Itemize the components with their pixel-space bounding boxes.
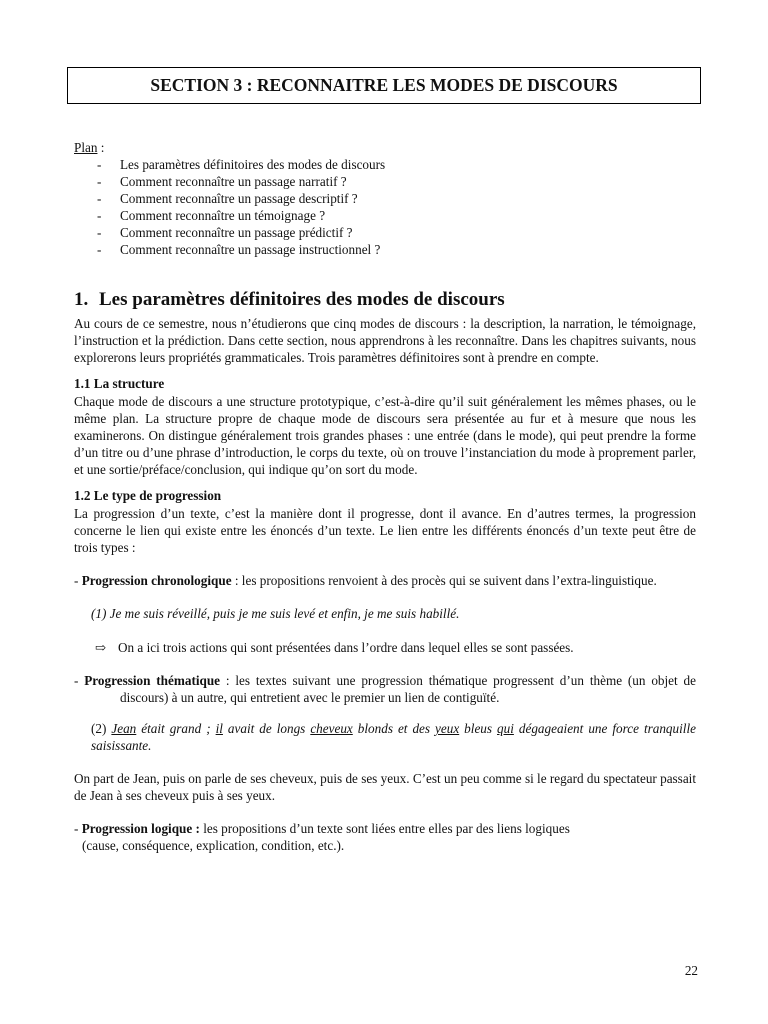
thematic-text: : les textes suivant une progression thématique progressent d’un thème (un objet de discours) à un autre, qui entretient avec le premier un lien de contiguïté. (120, 673, 696, 705)
arrow-remark (74, 639, 696, 656)
list-dash: - (97, 157, 102, 172)
example-2-word: cheveux (310, 721, 353, 736)
plan-label-suffix: : (97, 140, 105, 155)
plan-item-text: Comment reconnaître un passage prédictif ? (120, 225, 353, 240)
plan-item-text: Comment reconnaître un passage narratif ? (120, 174, 347, 189)
spacer (74, 754, 696, 770)
example-1: (1) Je me suis réveillé, puis je me suis levé et enfin, je me suis habillé. (91, 606, 460, 621)
plan-item-text: Comment reconnaître un passage descriptif ? (120, 191, 358, 206)
subsection-heading-structure: 1.1 La structure (74, 376, 165, 391)
plan-heading (74, 139, 704, 156)
spacer (74, 804, 696, 820)
spacer (74, 556, 696, 572)
plan-item-text: Les paramètres définitoires des modes de discours (120, 157, 386, 172)
intro-paragraph: Au cours de ce semestre, nous n’étudierons que cinq modes de discours : la description, la narration, le témoignage, l’instruction et la prédiction. Dans cette section, nous apprendrons à les reconnaître. Dans les chapitres suivants, nous explorerons leurs propriétés grammaticales. Trois paramètres définitoires sont à prendre en compte. (74, 316, 696, 365)
item-dash: - (74, 673, 85, 688)
logical-item-continuation: (cause, conséquence, explication, condition, etc.). (82, 838, 345, 853)
thematic-label: Progression thématique (84, 673, 221, 688)
example-2 (74, 720, 696, 754)
item-dash: - (74, 821, 82, 836)
list-dash: - (97, 208, 102, 223)
example-2-word: il (215, 721, 223, 736)
list-dash: - (97, 191, 102, 206)
plan-item (74, 190, 704, 207)
plan-item-text: Comment reconnaître un témoignage ? (120, 208, 326, 223)
chronological-label: Progression chronologique (81, 573, 232, 588)
example-2-word: yeux (435, 721, 460, 736)
section-heading (74, 288, 696, 312)
example-2-text: était grand ; (136, 721, 216, 736)
example-2-text: dégageaient une force tranquille saisissante. (91, 721, 696, 753)
list-dash: - (97, 225, 102, 240)
page-number: 22 (684, 963, 698, 978)
thematic-comment: On part de Jean, puis on parle de ses cheveux, puis de ses yeux. C’est un peu comme si le regard du spectateur passait de Jean à ses cheveux puis à ses yeux. (74, 771, 696, 803)
thematic-item (74, 672, 696, 706)
example-2-text: avait de longs (222, 721, 311, 736)
item-dash: - (74, 573, 82, 588)
list-dash: - (97, 174, 102, 189)
main-content (74, 288, 696, 854)
plan-item (74, 224, 704, 241)
logical-text: les propositions d’un texte sont liées entre elles par des liens logiques (199, 821, 570, 836)
plan-item (74, 156, 704, 173)
chronological-text: : les propositions renvoient à des procès qui se suivent dans l’extra-linguistique. (231, 573, 657, 588)
section-title-box (67, 67, 701, 104)
plan-list (74, 156, 704, 258)
arrow-remark-text: On a ici trois actions qui sont présentées dans l’ordre dans lequel elles se sont passées. (118, 640, 574, 655)
chronological-item (74, 572, 696, 589)
plan-item-text: Comment reconnaître un passage instructionnel ? (120, 242, 381, 257)
progression-paragraph: La progression d’un texte, c’est la manière dont il progresse, dont il avance. En d’autres termes, la progression concerne le lien qui existe entre les énoncés d’un texte. Le lien entre les différents énoncés d’un texte peut être de trois types : (74, 506, 696, 555)
example-2-word: Jean (111, 721, 137, 736)
plan-item (74, 207, 704, 224)
plan-item (74, 173, 704, 190)
section-heading-text: Les paramètres définitoires des modes de discours (99, 289, 505, 310)
example-2-text: blonds et des (352, 721, 436, 736)
plan-block (74, 139, 704, 258)
example-2-text: bleus (459, 721, 498, 736)
subsection-heading-progression: 1.2 Le type de progression (74, 488, 222, 503)
plan-label: Plan (74, 140, 98, 155)
logical-item (74, 820, 696, 837)
structure-paragraph: Chaque mode de discours a une structure prototypique, c’est-à-dire qu’il suit généralement les mêmes phases, ou le même plan. La structure propre de chaque mode de discours sera présentée au fur et à mesure que nous les examinerons. On distingue généralement trois grandes phases : une entrée (dans le mode), qui peut prendre la forme d’un titre ou d’une phrase d’introduction, le corps du texte, où on trouve l’instanciation du mode à proprement parler, et une sortie/préface/conclusion, qui indique qu’on sort du mode. (74, 394, 696, 477)
arrow-right-icon: ⇨ (95, 640, 107, 655)
spacer (74, 656, 696, 672)
list-dash: - (97, 242, 102, 257)
section-number: 1. (74, 289, 89, 310)
logical-label: Progression logique : (81, 821, 200, 836)
section-title: SECTION 3 : RECONNAITRE LES MODES DE DISCOURS (150, 75, 618, 95)
example-2-number: (2) (91, 721, 112, 736)
plan-item (74, 241, 704, 258)
example-2-word: qui (497, 721, 514, 736)
